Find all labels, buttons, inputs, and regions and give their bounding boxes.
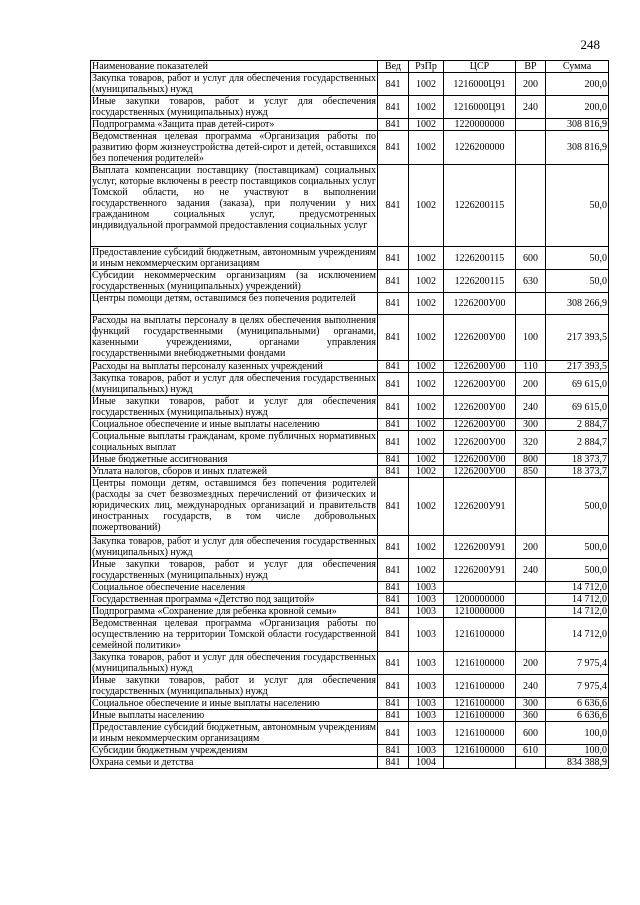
row-csr-cell: 1226200У00	[444, 361, 516, 373]
row-csr-cell	[444, 582, 516, 594]
header-name: Наименование показателей	[91, 61, 378, 73]
row-ved-cell: 841	[378, 652, 409, 675]
row-sum-cell: 6 636,6	[546, 698, 609, 710]
row-name-cell: Государственная программа «Детство под защитой»	[91, 594, 378, 606]
row-rzpr-cell: 1002	[409, 270, 444, 293]
row-sum-cell: 69 615,0	[546, 396, 609, 419]
row-vr-cell: 200	[516, 73, 546, 96]
row-sum-cell: 100,0	[546, 722, 609, 745]
row-vr-cell	[516, 606, 546, 618]
header-ved: Вед	[378, 61, 409, 73]
row-ved-cell: 841	[378, 396, 409, 419]
row-name-cell: Закупка товаров, работ и услуг для обеспечения государственных (муниципальных) нужд	[92, 536, 376, 558]
row-rzpr-cell: 1003	[409, 722, 444, 745]
row-ved-cell: 841	[378, 582, 409, 594]
table-row	[91, 270, 609, 293]
table-row	[91, 559, 609, 582]
row-ved-cell: 841	[378, 710, 409, 722]
row-name-cell: Центры помощи детям, оставшимся без попечения родителей	[91, 293, 378, 315]
table-row	[91, 396, 609, 419]
row-name-cell: Социальное обеспечение и иные выплаты населению	[91, 698, 378, 710]
row-sum-cell: 308 816,9	[546, 131, 609, 165]
row-name-cell: Закупка товаров, работ и услуг для обеспечения государственных (муниципальных) нужд	[92, 73, 376, 95]
table-row	[91, 698, 609, 710]
row-rzpr-cell: 1004	[409, 757, 444, 769]
row-sum-cell: 500,0	[546, 478, 609, 536]
row-rzpr-cell: 1002	[409, 247, 444, 270]
row-sum-cell: 6 636,6	[546, 710, 609, 722]
row-csr-cell: 1226200У00	[444, 315, 516, 361]
row-sum-cell: 7 975,4	[546, 675, 609, 698]
row-vr-cell: 200	[516, 373, 546, 396]
row-csr-cell: 1226200У00	[444, 466, 516, 478]
row-vr-cell: 240	[516, 675, 546, 698]
header-sum: Сумма	[546, 61, 609, 73]
row-rzpr-cell: 1003	[409, 698, 444, 710]
table-row	[91, 361, 609, 373]
row-ved-cell: 841	[378, 466, 409, 478]
row-rzpr-cell: 1003	[409, 594, 444, 606]
table-row	[91, 165, 609, 247]
row-csr-cell: 1216100000	[444, 745, 516, 757]
row-csr-cell	[444, 757, 516, 769]
row-ved-cell: 841	[378, 722, 409, 745]
table-row	[91, 675, 609, 698]
row-csr-cell: 1226200115	[444, 165, 516, 247]
row-sum-cell: 14 712,0	[546, 594, 609, 606]
row-csr-cell: 1216100000	[444, 698, 516, 710]
row-vr-cell: 610	[516, 745, 546, 757]
row-name-cell: Ведомственная целевая программа «Организация работы по осуществлению на территории Томской области государственной семейной политики»	[92, 618, 376, 651]
row-csr-cell: 1200000000	[444, 594, 516, 606]
row-ved-cell: 841	[378, 594, 409, 606]
row-vr-cell	[516, 293, 546, 315]
row-sum-cell: 50,0	[546, 247, 609, 270]
row-rzpr-cell: 1003	[409, 618, 444, 652]
table-row	[91, 466, 609, 478]
row-name-cell: Иные закупки товаров, работ и услуг для обеспечения государственных (муниципальных) нужд	[92, 675, 376, 697]
row-ved-cell: 841	[378, 478, 409, 536]
table-row	[91, 652, 609, 675]
row-sum-cell: 200,0	[546, 96, 609, 119]
row-csr-cell: 1226200115	[444, 270, 516, 293]
table-header	[91, 61, 609, 73]
row-vr-cell	[516, 119, 546, 131]
row-vr-cell: 240	[516, 396, 546, 419]
table-row	[91, 710, 609, 722]
row-vr-cell: 600	[516, 247, 546, 270]
table-row	[91, 536, 609, 559]
row-vr-cell	[516, 594, 546, 606]
row-rzpr-cell: 1003	[409, 582, 444, 594]
table-row	[91, 119, 609, 131]
row-vr-cell	[516, 757, 546, 769]
row-rzpr-cell: 1002	[409, 119, 444, 131]
row-ved-cell: 841	[378, 698, 409, 710]
row-rzpr-cell: 1003	[409, 710, 444, 722]
row-ved-cell: 841	[378, 757, 409, 769]
row-sum-cell: 69 615,0	[546, 373, 609, 396]
row-csr-cell: 1216100000	[444, 722, 516, 745]
budget-table	[90, 60, 609, 769]
row-sum-cell: 2 884,7	[546, 419, 609, 431]
row-rzpr-cell: 1002	[409, 361, 444, 373]
row-vr-cell: 240	[516, 96, 546, 119]
row-csr-cell: 1216000Ц91	[444, 96, 516, 119]
row-ved-cell: 841	[378, 96, 409, 119]
row-csr-cell: 1226200У91	[444, 536, 516, 559]
row-rzpr-cell: 1003	[409, 652, 444, 675]
row-csr-cell: 1226200У91	[444, 559, 516, 582]
row-ved-cell: 841	[378, 131, 409, 165]
row-name-cell: Расходы на выплаты персоналу в целях обеспечения выполнения функций государственными (муниципальными) органами, казенными учреждениями, органами управления государственными внебюджетными фондами	[92, 315, 376, 359]
row-ved-cell: 841	[378, 618, 409, 652]
row-name-cell: Иные бюджетные ассигнования	[91, 454, 378, 466]
row-vr-cell	[516, 131, 546, 165]
table-row	[91, 293, 609, 315]
row-vr-cell: 300	[516, 419, 546, 431]
row-ved-cell: 841	[378, 315, 409, 361]
row-vr-cell: 320	[516, 431, 546, 454]
table-row	[91, 431, 609, 454]
row-csr-cell: 1226200У00	[444, 419, 516, 431]
row-vr-cell: 240	[516, 559, 546, 582]
row-name-cell: Закупка товаров, работ и услуг для обеспечения государственных (муниципальных) нужд	[92, 652, 376, 674]
table-row	[91, 73, 609, 96]
header-vr: ВР	[516, 61, 546, 73]
table-row	[91, 247, 609, 270]
row-vr-cell: 200	[516, 652, 546, 675]
row-sum-cell: 217 393,5	[546, 315, 609, 361]
row-sum-cell: 14 712,0	[546, 618, 609, 652]
row-rzpr-cell: 1002	[409, 315, 444, 361]
row-ved-cell: 841	[378, 606, 409, 618]
row-csr-cell: 1226200000	[444, 131, 516, 165]
row-name-cell: Подпрограмма «Защита прав детей-сирот»	[91, 119, 378, 131]
row-rzpr-cell: 1002	[409, 431, 444, 454]
table-row	[91, 722, 609, 745]
row-ved-cell: 841	[378, 119, 409, 131]
row-rzpr-cell: 1002	[409, 73, 444, 96]
row-sum-cell: 18 373,7	[546, 466, 609, 478]
row-sum-cell: 14 712,0	[546, 582, 609, 594]
row-rzpr-cell: 1002	[409, 96, 444, 119]
row-rzpr-cell: 1002	[409, 559, 444, 582]
row-ved-cell: 841	[378, 536, 409, 559]
row-rzpr-cell: 1002	[409, 131, 444, 165]
row-name-cell: Социальные выплаты гражданам, кроме публичных нормативных социальных выплат	[92, 431, 376, 453]
row-name-cell: Закупка товаров, работ и услуг для обеспечения государственных (муниципальных) нужд	[92, 373, 376, 395]
row-vr-cell	[516, 478, 546, 536]
row-name-cell: Иные закупки товаров, работ и услуг для обеспечения государственных (муниципальных) нужд	[92, 396, 376, 418]
row-name-cell: Ведомственная целевая программа «Организация работы по развитию форм жизнеустройства детей-сирот и детей, оставшихся без попечения родителей»	[92, 131, 376, 164]
row-name-cell: Иные закупки товаров, работ и услуг для обеспечения государственных (муниципальных) нужд	[92, 559, 376, 581]
row-ved-cell: 841	[378, 454, 409, 466]
row-csr-cell: 1226200У91	[444, 478, 516, 536]
table-row	[91, 478, 609, 536]
row-csr-cell: 1210000000	[444, 606, 516, 618]
row-rzpr-cell: 1002	[409, 454, 444, 466]
row-sum-cell: 18 373,7	[546, 454, 609, 466]
row-name-cell: Уплата налогов, сборов и иных платежей	[91, 466, 378, 478]
row-rzpr-cell: 1002	[409, 396, 444, 419]
row-rzpr-cell: 1003	[409, 606, 444, 618]
row-sum-cell: 50,0	[546, 165, 609, 247]
row-csr-cell: 1216100000	[444, 710, 516, 722]
row-name-cell: Расходы на выплаты персоналу казенных учреждений	[91, 361, 378, 373]
table-row	[91, 745, 609, 757]
table-row	[91, 96, 609, 119]
row-name-cell: Центры помощи детям, оставшимся без попечения родителей (расходы за счет безвозмездных перечислений от физических и юридических лиц, международных организаций и правительств иностранных государств, в том числе добровольных пожертвований)	[91, 478, 378, 536]
row-rzpr-cell: 1002	[409, 419, 444, 431]
table-row	[91, 454, 609, 466]
row-csr-cell: 1220000000	[444, 119, 516, 131]
table-row	[91, 131, 609, 165]
row-rzpr-cell: 1003	[409, 745, 444, 757]
page-number: 248	[580, 37, 600, 52]
row-name-cell: Иные выплаты населению	[91, 710, 378, 722]
row-csr-cell: 1226200115	[444, 247, 516, 270]
row-vr-cell: 800	[516, 454, 546, 466]
row-ved-cell: 841	[378, 247, 409, 270]
row-ved-cell: 841	[378, 361, 409, 373]
table-row	[91, 757, 609, 769]
row-vr-cell: 110	[516, 361, 546, 373]
row-rzpr-cell: 1002	[409, 373, 444, 396]
row-rzpr-cell: 1002	[409, 536, 444, 559]
row-sum-cell: 500,0	[546, 559, 609, 582]
row-ved-cell: 841	[378, 165, 409, 247]
row-csr-cell: 1226200У00	[444, 373, 516, 396]
row-rzpr-cell: 1002	[409, 165, 444, 247]
row-name-cell: Иные закупки товаров, работ и услуг для обеспечения государственных (муниципальных) нужд	[92, 96, 376, 118]
row-vr-cell: 100	[516, 315, 546, 361]
table-body	[91, 73, 609, 769]
row-ved-cell: 841	[378, 293, 409, 315]
row-ved-cell: 841	[378, 419, 409, 431]
row-sum-cell: 308 266,9	[546, 293, 609, 315]
row-ved-cell: 841	[378, 675, 409, 698]
row-ved-cell: 841	[378, 431, 409, 454]
row-vr-cell	[516, 618, 546, 652]
row-sum-cell: 834 388,9	[546, 757, 609, 769]
row-csr-cell: 1216000Ц91	[444, 73, 516, 96]
row-ved-cell: 841	[378, 73, 409, 96]
header-csr: ЦСР	[444, 61, 516, 73]
table-row	[91, 373, 609, 396]
row-name-cell: Предоставление субсидий бюджетным, автономным учреждениям и иным некоммерческим организациям	[92, 247, 376, 269]
row-name-cell: Подпрограмма «Сохранение для ребенка кровной семьи»	[91, 606, 378, 618]
row-vr-cell: 360	[516, 710, 546, 722]
row-ved-cell: 841	[378, 373, 409, 396]
row-ved-cell: 841	[378, 559, 409, 582]
row-name-cell: Выплата компенсации поставщику (поставщикам) социальных услуг, которые включены в реестр поставщиков социальных услуг Томской области, но не участвуют в выполнении государственного задания (заказа), при получении у них гражданином социальных услуг, предусмотренных индивидуальной программой предоставления социальных услуг	[91, 165, 378, 247]
row-vr-cell	[516, 165, 546, 247]
row-rzpr-cell: 1002	[409, 466, 444, 478]
row-vr-cell: 200	[516, 536, 546, 559]
row-name-cell: Социальное обеспечение населения	[91, 582, 378, 594]
row-sum-cell: 500,0	[546, 536, 609, 559]
row-csr-cell: 1226200У00	[444, 431, 516, 454]
table-row	[91, 594, 609, 606]
row-sum-cell: 50,0	[546, 270, 609, 293]
row-vr-cell: 630	[516, 270, 546, 293]
row-sum-cell: 2 884,7	[546, 431, 609, 454]
row-name-cell: Социальное обеспечение и иные выплаты населению	[91, 419, 378, 431]
row-csr-cell: 1226200У00	[444, 396, 516, 419]
table-row	[91, 315, 609, 361]
header-row	[91, 61, 609, 73]
row-sum-cell: 308 816,9	[546, 119, 609, 131]
row-ved-cell: 841	[378, 270, 409, 293]
row-name-cell: Субсидии некоммерческим организациям (за исключением государственных (муниципальных) учреждений)	[92, 270, 376, 292]
row-csr-cell: 1216100000	[444, 652, 516, 675]
row-sum-cell: 14 712,0	[546, 606, 609, 618]
table-row	[91, 419, 609, 431]
row-name-cell: Охрана семьи и детства	[91, 757, 378, 769]
header-rzpr: РзПр	[409, 61, 444, 73]
row-csr-cell: 1216100000	[444, 675, 516, 698]
row-rzpr-cell: 1003	[409, 675, 444, 698]
row-csr-cell: 1226200У00	[444, 454, 516, 466]
table-row	[91, 618, 609, 652]
row-name-cell: Субсидии бюджетным учреждениям	[91, 745, 378, 757]
table-row	[91, 582, 609, 594]
row-ved-cell: 841	[378, 745, 409, 757]
row-sum-cell: 200,0	[546, 73, 609, 96]
row-rzpr-cell: 1002	[409, 478, 444, 536]
table-row	[91, 606, 609, 618]
row-csr-cell: 1216100000	[444, 618, 516, 652]
row-sum-cell: 100,0	[546, 745, 609, 757]
row-vr-cell: 600	[516, 722, 546, 745]
row-name-cell: Предоставление субсидий бюджетным, автономным учреждениям и иным некоммерческим организациям	[92, 722, 376, 744]
row-csr-cell: 1226200У00	[444, 293, 516, 315]
row-vr-cell: 300	[516, 698, 546, 710]
row-vr-cell: 850	[516, 466, 546, 478]
row-vr-cell	[516, 582, 546, 594]
row-rzpr-cell: 1002	[409, 293, 444, 315]
row-sum-cell: 217 393,5	[546, 361, 609, 373]
row-sum-cell: 7 975,4	[546, 652, 609, 675]
